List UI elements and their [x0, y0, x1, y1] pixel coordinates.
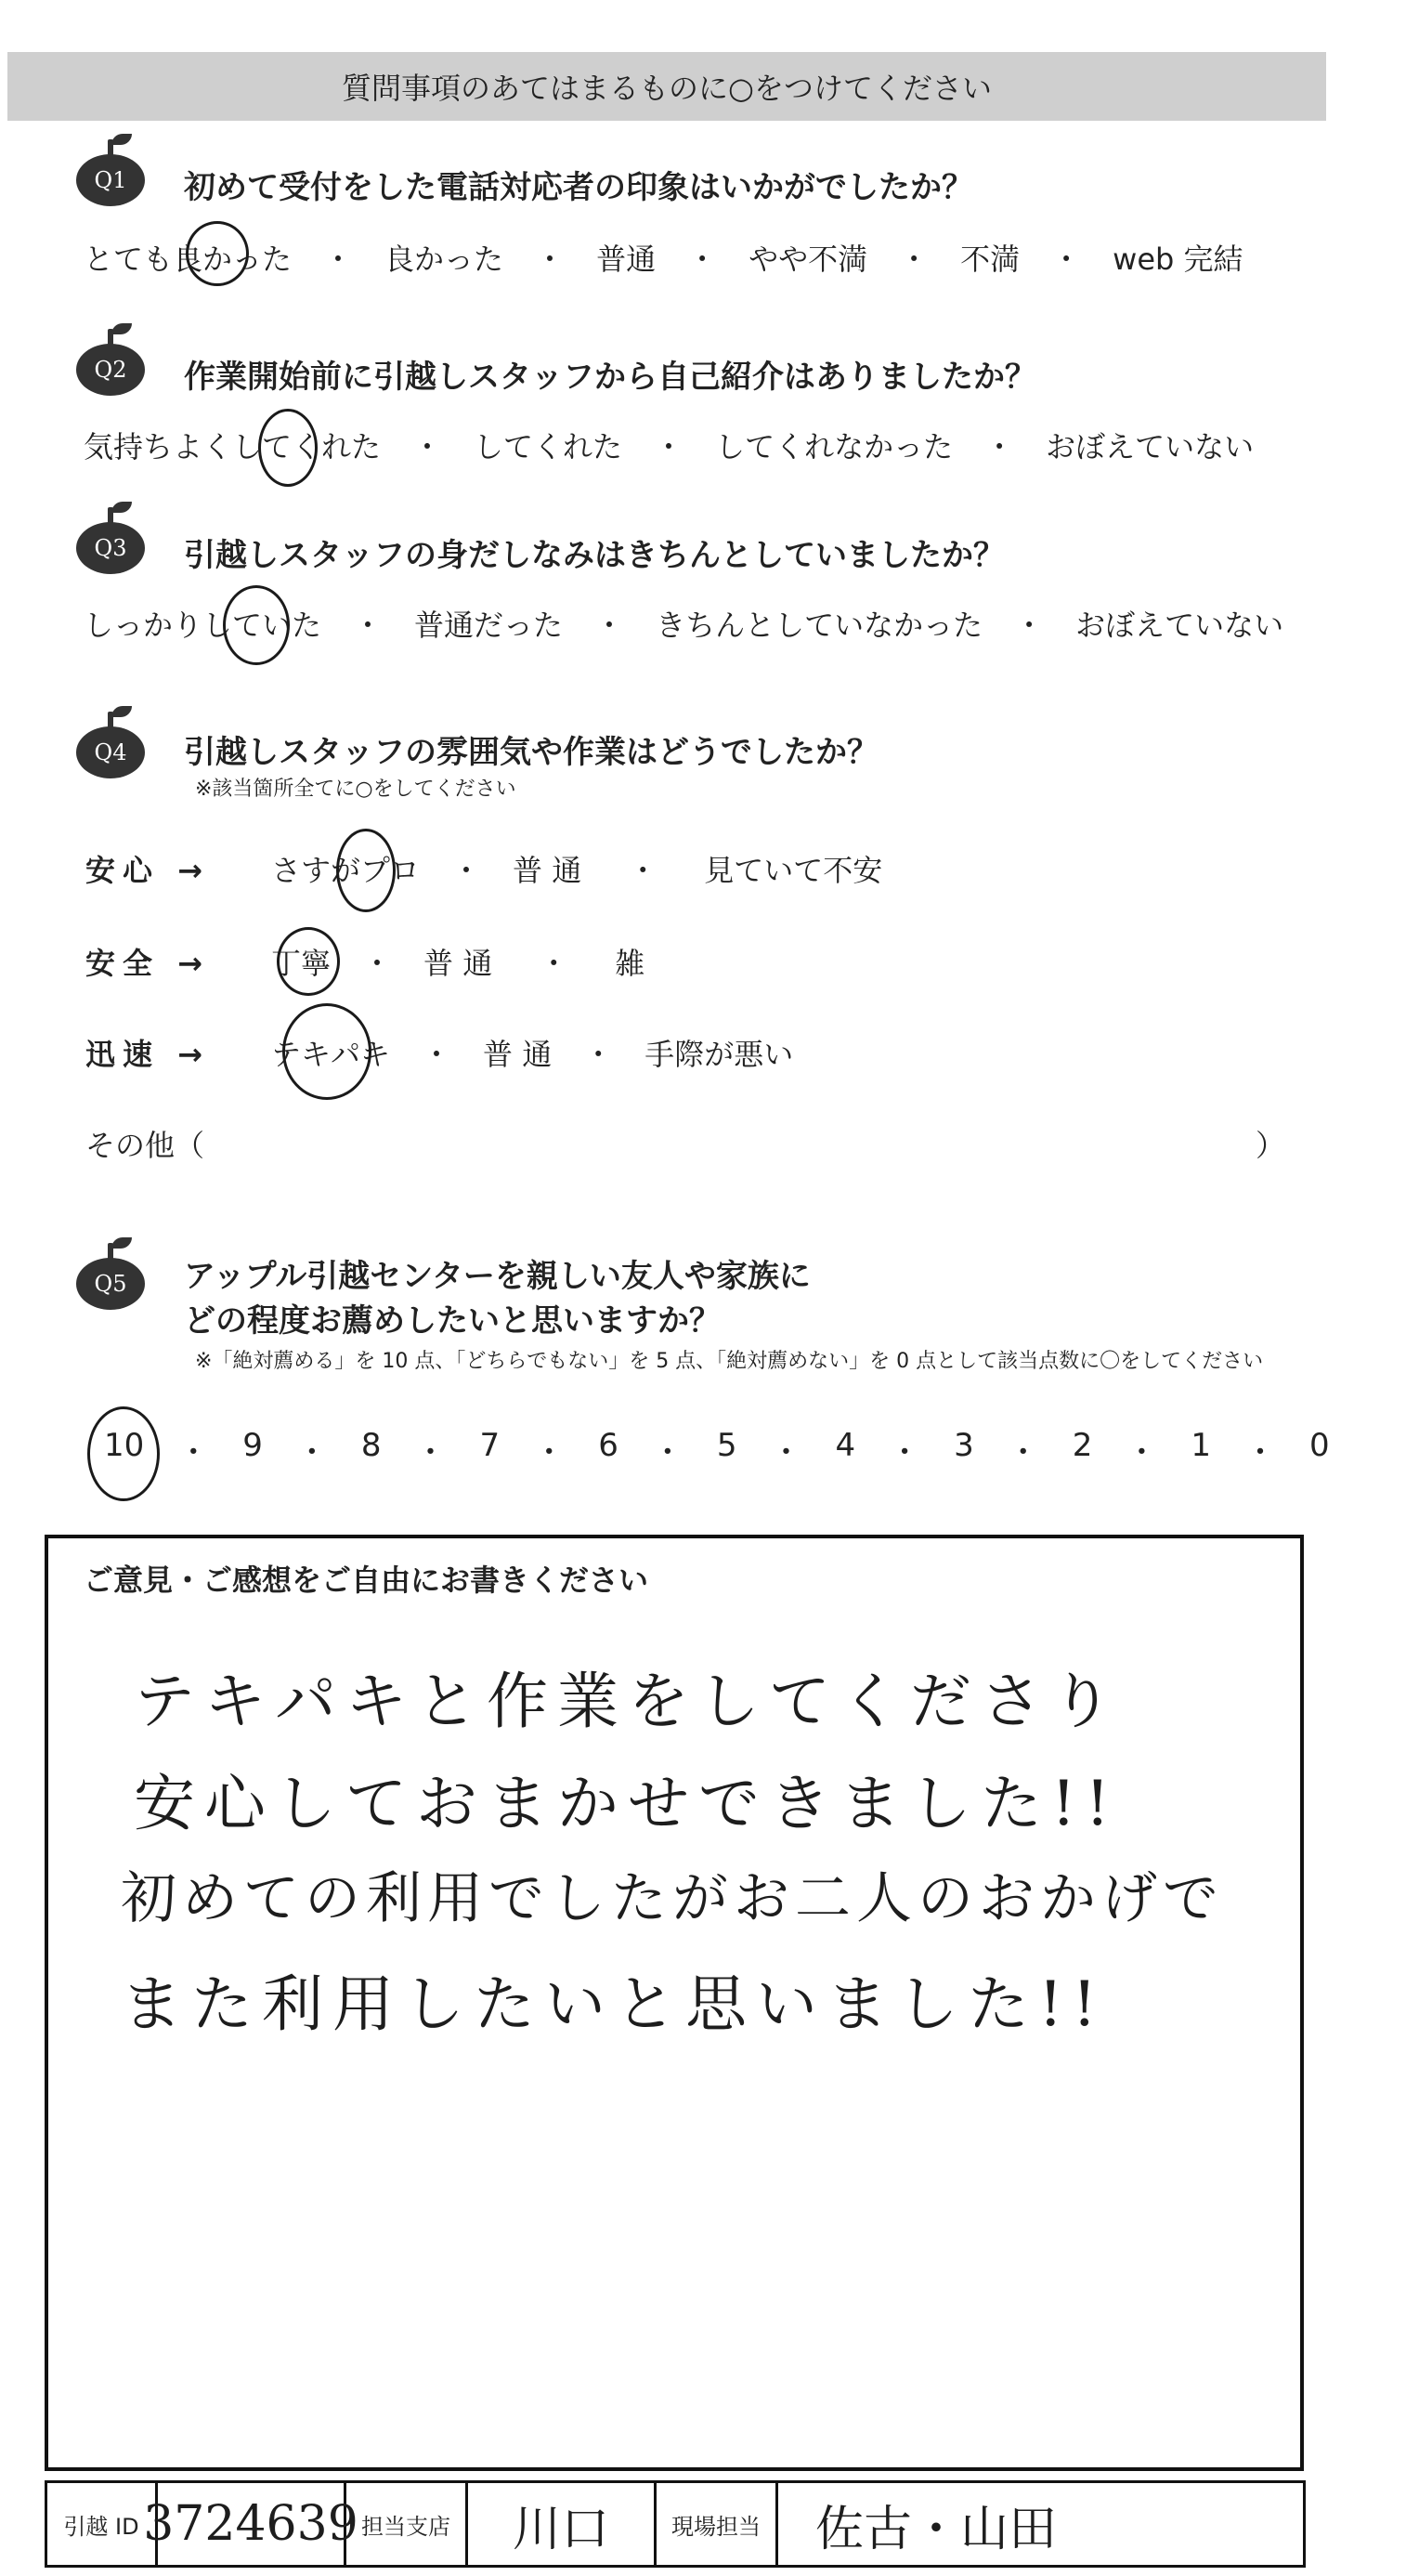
q4-other-label: その他（: [85, 1128, 205, 1163]
q4-row-anzen-options: 丁寧 ・ 普 通 ・ 雑: [271, 940, 644, 983]
q4-anzen-option-3[interactable]: 雑: [615, 946, 645, 981]
q5-score-2[interactable]: 2: [1072, 1427, 1093, 1464]
staff-value: 佐古・山田: [815, 2501, 1058, 2557]
q5-score-10[interactable]: 10: [104, 1427, 145, 1464]
q2-question: 作業開始前に引越しスタッフから自己紹介はありましたか？: [184, 359, 1036, 396]
q1-badge: Q1: [72, 139, 149, 206]
q1-selection-mark: [186, 221, 249, 286]
q4-question: 引越しスタッフの雰囲気や作業はどうでしたか？: [184, 734, 879, 771]
q4-row-jinsoku-label: 迅速 →: [85, 1037, 210, 1072]
survey-form: [7, 52, 1330, 2560]
q4-jinsoku-option-1[interactable]: テキパキ: [271, 1037, 391, 1072]
q5-score-0[interactable]: 0: [1309, 1427, 1330, 1464]
q2-selection-mark: [258, 409, 318, 487]
q2-option-3[interactable]: してくれなかった: [715, 429, 954, 464]
q3-badge: Q3: [72, 507, 149, 574]
q2-options: 気持ちよくしてくれた ・ してくれた ・ してくれなかった ・ おぼえていない: [84, 424, 1254, 466]
q4-anzen-option-1[interactable]: 丁寧: [271, 946, 332, 981]
q4-other-field[interactable]: [85, 1122, 204, 1165]
q4-anshin-selection-mark: [336, 829, 396, 912]
q2-option-4[interactable]: おぼえていない: [1046, 429, 1255, 464]
q1-option-5[interactable]: 不満: [960, 242, 1021, 277]
q2-badge: Q2: [72, 329, 149, 396]
q4-other-close: ）: [1256, 1128, 1286, 1163]
q5-score-3[interactable]: 3: [954, 1427, 974, 1464]
q3-selection-mark: [223, 585, 290, 665]
move-id-label: 引越 ID: [47, 2483, 158, 2565]
q4-anshin-option-3[interactable]: 見ていて不安: [704, 853, 883, 888]
q5-score-7[interactable]: 7: [479, 1427, 501, 1464]
comments-title: ご意見・ご感想をご自由にお書きください: [84, 1563, 649, 1598]
q1-question: 初めて受付をした電話対応者の印象はいかがでしたか？: [184, 169, 973, 206]
comment-line-2: 安心しておまかせできました!!: [134, 1768, 1120, 1839]
q4-badge: Q4: [72, 712, 149, 778]
q2-option-2[interactable]: してくれた: [474, 429, 623, 464]
staff-info-footer: [45, 2480, 1306, 2568]
q4-jinsoku-option-3[interactable]: 手際が悪い: [644, 1037, 794, 1072]
q5-note: ※「絶対薦める」を 10 点、「どちらでもない」を 5 点、「絶対薦めない」を 0 点として該当点数に〇をしてください: [195, 1350, 1264, 1373]
q4-anzen-selection-mark: [277, 927, 340, 996]
q5-score-1[interactable]: 1: [1191, 1427, 1212, 1464]
q5-score-4[interactable]: 4: [835, 1427, 856, 1464]
q5-score-5[interactable]: 5: [716, 1427, 737, 1464]
q5-score-8[interactable]: 8: [360, 1427, 382, 1464]
staff-label: 現場担当: [657, 2483, 778, 2565]
q5-question-line2: どの程度お薦めしたいと思いますか？: [184, 1302, 721, 1340]
comment-line-4: また利用したいと思いました!!: [121, 1968, 1107, 2040]
branch-value: 川口: [468, 2483, 657, 2565]
q3-option-4[interactable]: おぼえていない: [1075, 608, 1284, 643]
q1-option-3[interactable]: 普通: [596, 242, 657, 277]
q5-question-line1: アップル引越センターを親しい友人や家族に: [184, 1258, 811, 1295]
q4-row-anshin-label: 安心 →: [85, 853, 210, 888]
q1-option-1[interactable]: とても良かった: [84, 242, 293, 277]
q2-option-1[interactable]: 気持ちよくしてくれた: [84, 429, 382, 464]
q4-row-jinsoku-options: テキパキ ・ 普 通 ・ 手際が悪い: [271, 1031, 793, 1074]
q4-row-anshin-options: さすがプロ ・ 普 通 ・ 見ていて不安: [271, 847, 882, 890]
instruction-title: 質問事項のあてはまるものに○をつけてください: [342, 71, 992, 106]
comments-box[interactable]: [45, 1535, 1304, 2471]
q4-anzen-option-2[interactable]: 普 通: [423, 946, 493, 981]
q4-note: ※該当箇所全てに○をしてください: [195, 778, 516, 801]
q1-option-4[interactable]: やや不満: [749, 242, 868, 277]
q1-option-6[interactable]: web 完結: [1113, 242, 1243, 277]
q5-badge: Q5: [72, 1243, 149, 1310]
q5-selection-mark: [87, 1406, 160, 1501]
q3-question: 引越しスタッフの身だしなみはきちんとしていましたか？: [184, 537, 1005, 574]
comment-line-3: 初めての利用でしたがお二人のおかげで: [121, 1866, 1224, 1931]
q1-option-2[interactable]: 良かった: [384, 242, 504, 277]
q1-options: とても良かった ・ 良かった ・ 普通 ・ やや不満 ・ 不満 ・ web 完結: [84, 236, 1243, 279]
q5-score-9[interactable]: 9: [242, 1427, 263, 1464]
comment-line-1: テキパキと作業をしてくださり: [134, 1666, 1122, 1737]
q5-scores: 10 ・ 9 ・ 8 ・ 7 ・ 6 ・ 5 ・ 4 ・ 3 ・ 2 ・ 1 ・ 0: [104, 1427, 1330, 1471]
q3-option-3[interactable]: きちんとしていなかった: [656, 608, 983, 643]
q3-option-1[interactable]: しっかりしていた: [84, 608, 322, 643]
q4-row-anzen-label: 安全 →: [85, 946, 210, 981]
q4-anshin-option-2[interactable]: 普 通: [513, 853, 582, 888]
q5-score-6[interactable]: 6: [598, 1427, 618, 1464]
branch-label: 担当支店: [346, 2483, 468, 2565]
q4-anshin-option-1[interactable]: さすがプロ: [271, 853, 421, 888]
q3-option-2[interactable]: 普通だった: [414, 608, 564, 643]
q3-options: しっかりしていた ・ 普通だった ・ きちんとしていなかった ・ おぼえていない: [84, 602, 1283, 645]
q4-jinsoku-selection-mark: [282, 1003, 371, 1100]
move-id-value: 3724639: [158, 2483, 346, 2565]
q4-jinsoku-option-2[interactable]: 普 通: [483, 1037, 553, 1072]
instruction-header: [7, 52, 1326, 121]
